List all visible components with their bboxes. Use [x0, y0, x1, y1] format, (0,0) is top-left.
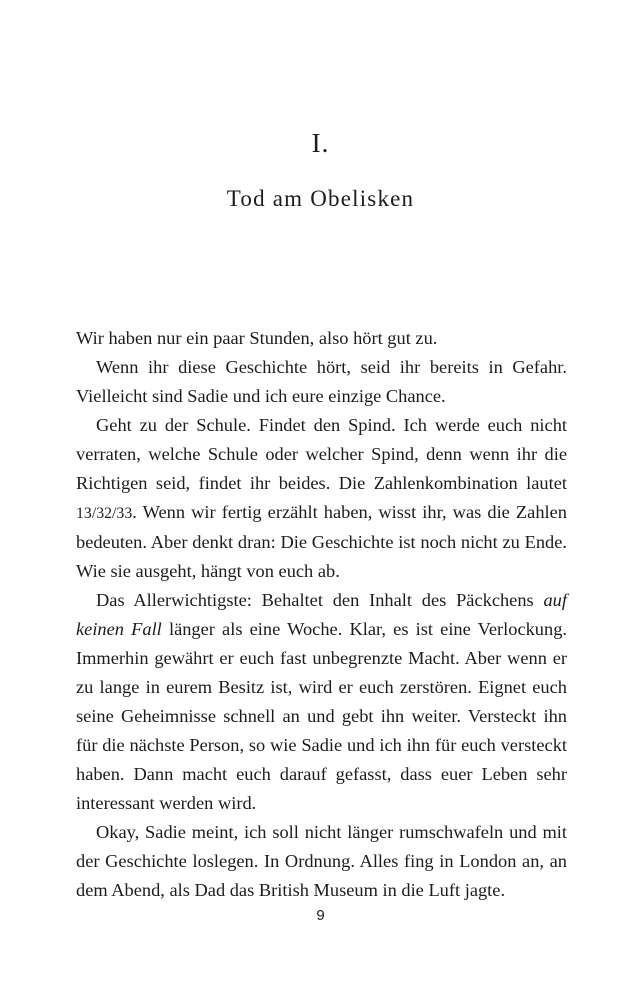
paragraph-3-text-after: . Wenn wir fertig erzählt haben, wisst ihr, was die Zahlen bedeuten. Aber denkt dran: Die Geschichte ist noch nicht zu Ende. Wie sie ausgeht, hängt von euch ab.: [76, 502, 567, 581]
paragraph-4-text-after: länger als eine Woche. Klar, es ist eine Verlockung. Immerhin gewährt er euch fast unbegrenzte Macht. Aber wenn er zu lange in eurem Besitz ist, wird er euch zerstören. Eignet euch seine Geheimnisse schnell an und gebt ihn weiter. Versteckt ihn für die nächste Person, so wie Sadie und ich ihn für euch versteckt haben. Dann macht euch darauf gefasst, dass euer Leben sehr interessant werden wird.: [76, 619, 567, 813]
paragraph-1: Wir haben nur ein paar Stunden, also hört gut zu.: [76, 328, 438, 348]
paragraph-4-text-before: Das Allerwichtigste: Behaltet den Inhalt des Päckchens: [96, 590, 544, 610]
paragraph-4: [76, 586, 567, 818]
page-number: 9: [316, 907, 325, 924]
chapter-number: I.: [311, 128, 330, 158]
chapter-title: Tod am Obelisken: [226, 186, 415, 211]
paragraph-2: Wenn ihr diese Geschichte hört, seid ihr bereits in Gefahr. Vielleicht sind Sadie und ich eure einzige Chance.: [76, 357, 567, 406]
paragraph-3: [76, 411, 567, 586]
paragraph-3-text-before: Geht zu der Schule. Findet den Spind. Ich werde euch nicht verraten, welche Schule oder welcher Spind, denn wenn ihr die Richtigen seid, findet ihr beides. Die Zahlenkombination lautet: [76, 415, 567, 493]
emphasis-auf-keinen-fall: auf keinen Fall: [76, 590, 567, 639]
chapter-body: [76, 324, 567, 905]
combination-code: 13/32/33: [76, 505, 133, 522]
paragraph-5: Okay, Sadie meint, ich soll nicht länger rumschwafeln und mit der Geschichte loslegen. In Ordnung. Alles fing in London an, an dem Abend, als Dad das British Museum in die Luft jagte.: [76, 822, 567, 900]
